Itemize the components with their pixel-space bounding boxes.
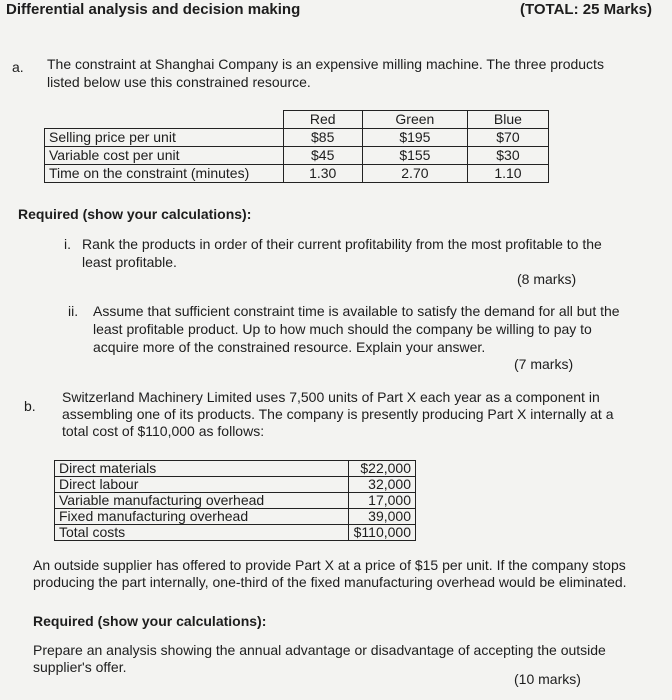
cost-label: Direct labour (55, 477, 349, 493)
cost-amount: 39,000 (349, 509, 416, 525)
cell-value: 2.70 (362, 165, 467, 183)
page-title: Differential analysis and decision making (6, 1, 301, 18)
row-label: Selling price per unit (45, 129, 284, 147)
cell-value: $30 (467, 147, 548, 165)
part-a-intro-line-2: listed below use this constrained resource. (47, 74, 311, 90)
part-b-intro-line-2: assembling one of its products. The company is presently producing Part X internally at a (62, 406, 614, 422)
question-text-line: Assume that sufficient constraint time is available to satisfy the demand for all but the (93, 303, 620, 319)
table-row (55, 509, 416, 525)
cell-value: 1.30 (283, 165, 362, 183)
offer-line: producing the part internally, one-third of the fixed manufacturing overhead would be eliminated. (33, 574, 627, 590)
part-b-marker: b. (24, 398, 36, 414)
task-line: Prepare an analysis showing the annual advantage or disadvantage of accepting the outside (33, 642, 606, 658)
column-header-green: Green (362, 111, 467, 129)
part-a-intro-line-1: The constraint at Shanghai Company is an expensive milling machine. The three products (47, 56, 604, 72)
question-marks: (10 marks) (514, 671, 581, 687)
row-label: Variable cost per unit (45, 147, 284, 165)
table-row (55, 461, 416, 477)
total-marks: (TOTAL: 25 Marks) (520, 1, 652, 18)
row-label: Time on the constraint (minutes) (45, 165, 284, 183)
part-b-intro-line-3: total cost of $110,000 as follows: (62, 423, 265, 439)
required-heading-a: Required (show your calculations): (18, 206, 252, 222)
required-heading-b: Required (show your calculations): (33, 613, 267, 629)
table-row-total (55, 525, 416, 541)
question-number: ii. (68, 303, 79, 319)
table-row (45, 129, 549, 147)
cost-amount: 32,000 (349, 477, 416, 493)
table-row (45, 165, 549, 183)
cell-value: 1.10 (467, 165, 548, 183)
cost-table (54, 460, 416, 541)
part-a-marker: a. (12, 59, 24, 75)
cost-label: Fixed manufacturing overhead (55, 509, 349, 525)
cell-value: $70 (467, 129, 548, 147)
question-marks: (8 marks) (517, 271, 577, 287)
cost-amount: $22,000 (349, 461, 416, 477)
task-line: supplier's offer. (33, 659, 127, 675)
table-row (45, 147, 549, 165)
table-row (55, 477, 416, 493)
cost-amount: $110,000 (349, 525, 416, 541)
column-header-blue: Blue (467, 111, 548, 129)
cost-label: Total costs (55, 525, 349, 541)
product-table (44, 110, 549, 183)
offer-line: An outside supplier has offered to provide Part X at a price of $15 per unit. If the company stops (33, 557, 626, 573)
question-text-line: least profitable product. Up to how much should the company be willing to pay to (93, 321, 592, 337)
table-row (55, 493, 416, 509)
cell-value: $195 (362, 129, 467, 147)
cost-label: Variable manufacturing overhead (55, 493, 349, 509)
column-header-red: Red (283, 111, 362, 129)
cell-value: $45 (283, 147, 362, 165)
question-text-line: acquire more of the constrained resource. Explain your answer. (93, 339, 486, 355)
table-header-row (45, 111, 549, 129)
question-text-line: least profitable. (82, 254, 177, 270)
question-text-line: Rank the products in order of their current profitability from the most profitable to the (82, 236, 602, 252)
cell-value: $85 (283, 129, 362, 147)
cost-label: Direct materials (55, 461, 349, 477)
cell-value: $155 (362, 147, 467, 165)
part-b-intro-line-1: Switzerland Machinery Limited uses 7,500 units of Part X each year as a component in (62, 389, 600, 405)
question-number: i. (64, 236, 71, 252)
question-marks: (7 marks) (514, 356, 574, 372)
cost-amount: 17,000 (349, 493, 416, 509)
